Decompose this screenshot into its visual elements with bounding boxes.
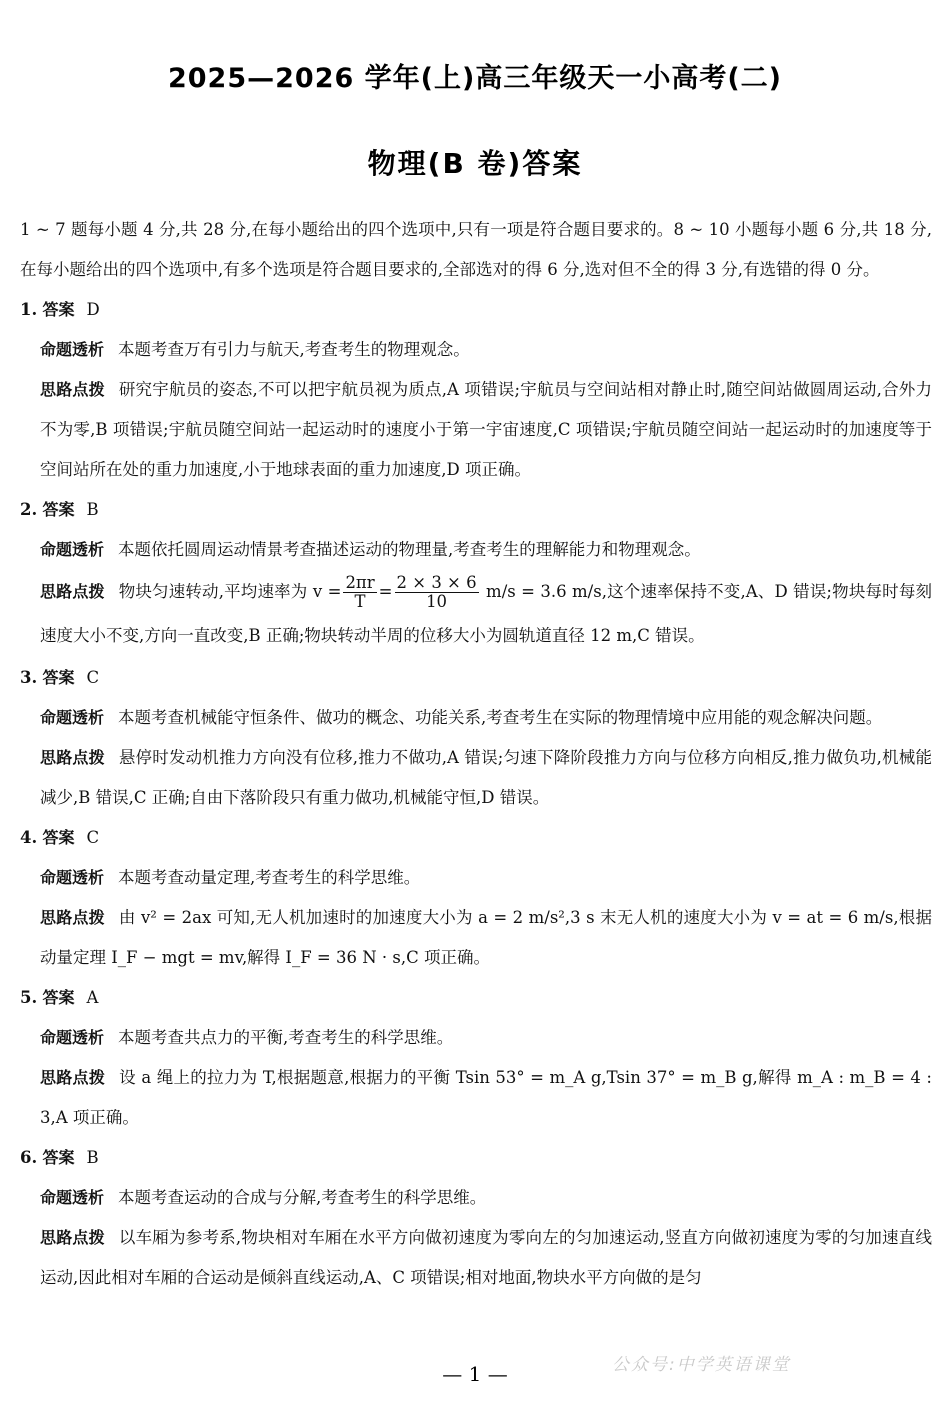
page-number: — 1 —	[442, 1362, 508, 1386]
answer-label: 答案	[42, 300, 75, 319]
hint-line	[20, 898, 932, 978]
answer-value: B	[86, 500, 99, 519]
insight-label: 命题透析	[40, 708, 105, 727]
insight-line	[20, 530, 932, 570]
insight-line	[20, 1178, 932, 1218]
hint-line	[20, 738, 932, 818]
hint-label: 思路点拨	[40, 1068, 106, 1087]
answer-label: 答案	[42, 988, 75, 1007]
hint-line	[20, 570, 932, 658]
hint-text-post: m/s = 3.6 m/s,这个速率保持不变,A、D 错误;物块每时每刻速度大小不变,方向一直改变,B 正确;物块转动半周的位移大小为圆轨道直径 12 m,C 错误。	[40, 582, 932, 645]
insight-line	[20, 698, 932, 738]
answer-line	[20, 490, 932, 530]
hint-text: 由 v² = 2ax 可知,无人机加速时的加速度大小为 a = 2 m/s²,3 s 末无人机的速度大小为 v = at = 6 m/s,根据动量定理 I_F − mgt = mv,解得 I_F = 36 N · s,C 项正确。	[40, 908, 932, 967]
answer-label: 答案	[42, 1148, 75, 1167]
answer-line	[20, 1138, 932, 1178]
hint-label: 思路点拨	[40, 908, 105, 927]
hint-label: 思路点拨	[40, 1228, 105, 1247]
question-number: 4.	[20, 828, 38, 847]
hint-line	[20, 370, 932, 490]
exam-title: 2025—2026 学年(上)高三年级天一小高考(二)	[167, 63, 783, 94]
answer-value: A	[86, 988, 99, 1007]
question-5	[20, 978, 932, 1138]
paper-subtitle: 物理(B 卷)答案	[367, 147, 583, 180]
answer-line	[20, 658, 932, 698]
answer-value: D	[86, 300, 100, 319]
fraction-denominator: 10	[426, 592, 448, 611]
insight-line	[20, 1018, 932, 1058]
insight-text: 本题考查机械能守恒条件、做功的概念、功能关系,考查考生在实际的物理情境中应用能的观念解决问题。	[118, 708, 883, 727]
insight-line	[20, 330, 932, 370]
question-number: 1.	[20, 300, 38, 319]
fraction-value	[395, 574, 479, 611]
question-number: 5.	[20, 988, 38, 1007]
answer-label: 答案	[42, 828, 75, 847]
insight-label: 命题透析	[40, 1028, 105, 1047]
answer-label: 答案	[42, 500, 75, 519]
insight-line	[20, 858, 932, 898]
hint-label: 思路点拨	[40, 380, 105, 399]
question-2	[20, 490, 932, 658]
hint-text: 悬停时发动机推力方向没有位移,推力不做功,A 错误;匀速下降阶段推力方向与位移方向相反,推力做负功,机械能减少,B 错误,C 正确;自由下落阶段只有重力做功,机械能守恒,D 错误。	[40, 748, 932, 807]
hint-line	[20, 1218, 932, 1298]
answer-line	[20, 290, 932, 330]
watermark: 公众号:中学英语课堂	[612, 1355, 791, 1375]
answer-line	[20, 818, 932, 858]
hint-text: 以车厢为参考系,物块相对车厢在水平方向做初速度为零向左的匀加速运动,竖直方向做初速度为零的匀加速直线运动,因此相对车厢的合运动是倾斜直线运动,A、C 项错误;相对地面,物块水平方向做的是匀	[40, 1228, 932, 1287]
hint-label: 思路点拨	[40, 748, 105, 767]
insight-text: 本题考查动量定理,考查考生的科学思维。	[118, 868, 421, 887]
fraction-denominator: T	[354, 592, 366, 611]
insight-text: 本题考查万有引力与航天,考查考生的物理观念。	[118, 340, 470, 359]
insight-label: 命题透析	[40, 1188, 105, 1207]
question-3	[20, 658, 932, 818]
fraction-numerator: 2πr	[345, 573, 375, 592]
hint-line	[20, 1058, 932, 1138]
answer-value: C	[86, 668, 100, 687]
question-number: 6.	[20, 1148, 38, 1167]
insight-label: 命题透析	[40, 540, 105, 559]
answer-value: C	[86, 828, 100, 847]
question-number: 2.	[20, 500, 38, 519]
insight-label: 命题透析	[40, 868, 105, 887]
scoring-intro: 1 ~ 7 题每小题 4 分,共 28 分,在每小题给出的四个选项中,只有一项是符合题目要求的。8 ~ 10 小题每小题 6 分,共 18 分,在每小题给出的四个选项中,有多个选项是符合题目要求的,全部选对的得 6 分,选对但不全的得 3 分,有选错的得 0 分。	[20, 220, 932, 279]
insight-text: 本题依托圆周运动情景考查描述运动的物理量,考查考生的理解能力和物理观念。	[118, 540, 701, 559]
hint-text: 研究宇航员的姿态,不可以把宇航员视为质点,A 项错误;宇航员与空间站相对静止时,随空间站做圆周运动,合外力不为零,B 项错误;宇航员随空间站一起运动时的速度小于第一宇宙速度,C 项错误;宇航员随空间站一起运动时的加速度等于空间站所在处的重力加速度,小于地球表面的重力加速度,D 项正确。	[40, 380, 932, 479]
answer-value: B	[86, 1148, 99, 1167]
question-4	[20, 818, 932, 978]
fraction-velocity	[343, 574, 376, 611]
hint-text: 设 a 绳上的拉力为 T,根据题意,根据力的平衡 Tsin 53° = m_A g,Tsin 37° = m_B g,解得 m_A : m_B = 4 : 3,A 项正确。	[40, 1068, 932, 1127]
hint-text-pre: 物块匀速转动,平均速率为 v =	[118, 582, 342, 601]
answer-content	[20, 210, 932, 1298]
insight-text: 本题考查运动的合成与分解,考查考生的科学思维。	[118, 1188, 487, 1207]
answer-line	[20, 978, 932, 1018]
question-1	[20, 290, 932, 490]
answer-label: 答案	[42, 668, 75, 687]
insight-text: 本题考查共点力的平衡,考查考生的科学思维。	[118, 1028, 454, 1047]
hint-label: 思路点拨	[40, 582, 105, 601]
equals-sign: =	[378, 582, 393, 601]
insight-label: 命题透析	[40, 340, 105, 359]
question-6	[20, 1138, 932, 1298]
fraction-numerator: 2 × 3 × 6	[396, 573, 477, 592]
question-number: 3.	[20, 668, 38, 687]
